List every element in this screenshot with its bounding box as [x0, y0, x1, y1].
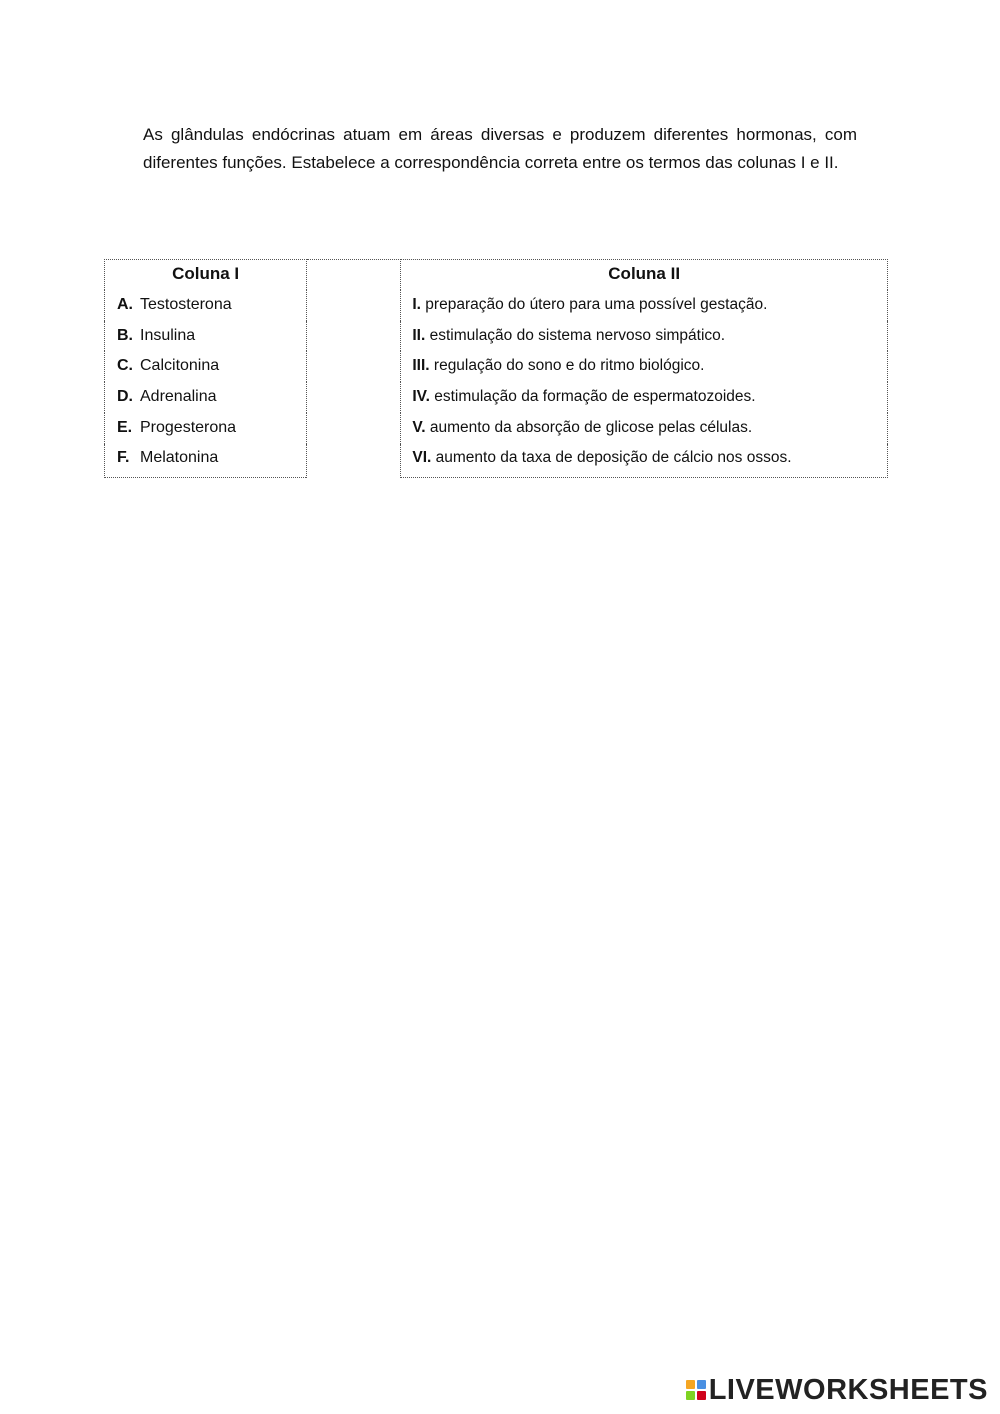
column-i-item	[105, 321, 307, 352]
item-numeral: I.	[412, 295, 421, 313]
function-text: estimulação da formação de espermatozoides.	[434, 388, 756, 406]
logo-square	[697, 1380, 706, 1389]
column-ii-item	[401, 321, 888, 352]
hormone-name: Progesterona	[140, 419, 237, 437]
table-header-row	[105, 260, 888, 290]
column-i-header: Coluna I	[105, 260, 307, 290]
function-text: aumento da taxa de deposição de cálcio nos ossos.	[435, 449, 792, 467]
table-row	[105, 290, 888, 321]
hormone-name: Melatonina	[140, 449, 219, 467]
item-numeral: III.	[412, 357, 430, 375]
table-row	[105, 444, 888, 477]
column-ii-item	[401, 290, 888, 321]
function-text: aumento da absorção de glicose pelas células.	[429, 419, 753, 437]
column-ii-item	[401, 382, 888, 413]
table-row	[105, 413, 888, 444]
item-letter: C.	[117, 357, 133, 375]
logo-grid-icon	[686, 1380, 706, 1400]
brand-name: LIVEWORKSHEETS	[708, 1373, 988, 1406]
answer-column[interactable]	[307, 260, 401, 478]
item-numeral: IV.	[412, 388, 430, 406]
table-row	[105, 382, 888, 413]
item-letter: F.	[117, 449, 130, 467]
function-text: estimulação do sistema nervoso simpático.	[429, 326, 726, 344]
table-row	[105, 351, 888, 382]
hormone-name: Adrenalina	[140, 388, 217, 406]
logo-square	[697, 1391, 706, 1400]
item-letter: B.	[117, 326, 133, 344]
item-letter: E.	[117, 419, 133, 437]
liveworksheets-logo[interactable]	[686, 1374, 988, 1406]
column-ii-item	[401, 444, 888, 477]
item-numeral: V.	[412, 419, 426, 437]
column-i-item	[105, 382, 307, 413]
column-i-item	[105, 351, 307, 382]
item-numeral: II.	[412, 326, 426, 344]
item-letter: A.	[117, 295, 133, 313]
column-i-item	[105, 413, 307, 444]
table-row	[105, 321, 888, 352]
column-i-item	[105, 444, 307, 477]
logo-square	[686, 1380, 695, 1389]
matching-table	[104, 259, 888, 478]
function-text: preparação do útero para uma possível gestação.	[425, 295, 768, 313]
hormone-name: Calcitonina	[140, 357, 220, 375]
item-letter: D.	[117, 388, 133, 406]
item-numeral: VI.	[412, 449, 432, 467]
column-ii-item	[401, 351, 888, 382]
hormone-name: Insulina	[140, 326, 196, 344]
function-text: regulação do sono e do ritmo biológico.	[433, 357, 705, 375]
column-ii-header: Coluna II	[401, 260, 888, 290]
instructions-text: As glândulas endócrinas atuam em áreas diversas e produzem diferentes hormonas, com diferentes funções. Estabelece a correspondência correta entre os termos das colunas I e II.	[143, 125, 857, 172]
column-i-item	[105, 290, 307, 321]
logo-square	[686, 1391, 695, 1400]
hormone-name: Testosterona	[140, 295, 232, 313]
column-ii-item	[401, 413, 888, 444]
